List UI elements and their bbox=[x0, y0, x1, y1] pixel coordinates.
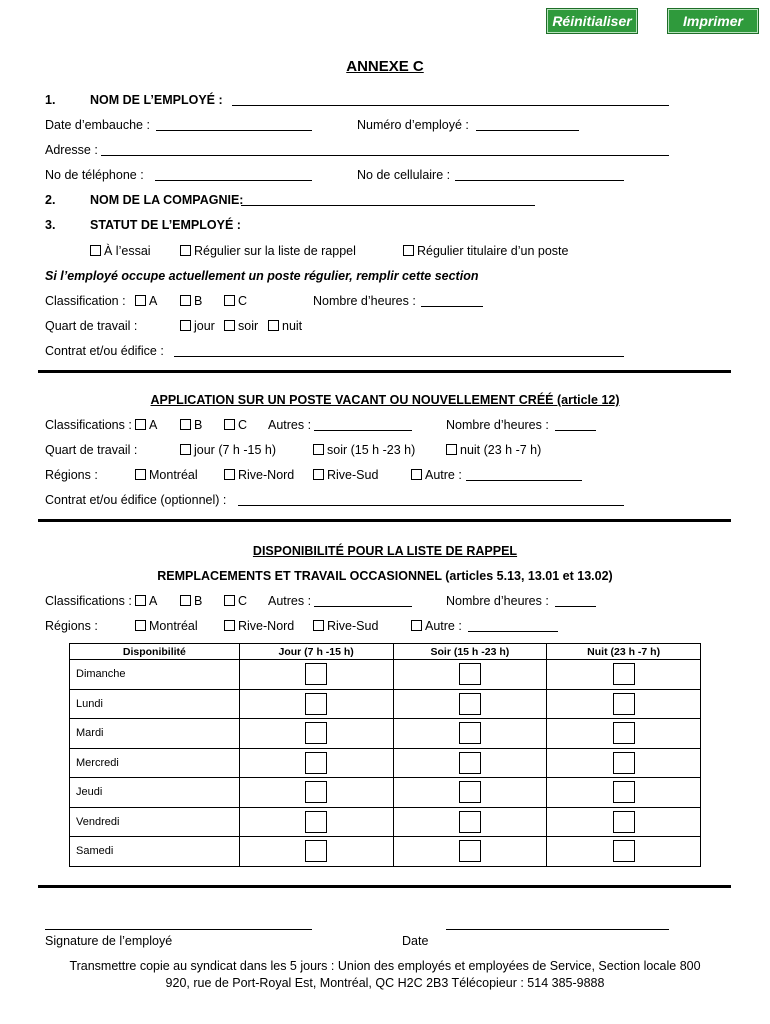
table-row bbox=[70, 660, 701, 690]
avail-regions-label: Régions : bbox=[45, 619, 98, 633]
checkbox-icon[interactable] bbox=[224, 320, 235, 331]
night-shift-checkbox[interactable] bbox=[613, 693, 635, 715]
company-name-field[interactable] bbox=[241, 193, 535, 209]
day-shift-checkbox[interactable] bbox=[305, 840, 327, 862]
avail-region-other-option[interactable]: Autre : bbox=[411, 619, 462, 633]
avail-region-montreal-option[interactable]: Montréal bbox=[135, 619, 198, 633]
checkbox-icon[interactable] bbox=[411, 469, 422, 480]
contract-field[interactable] bbox=[174, 344, 624, 360]
avail-others-field[interactable] bbox=[314, 594, 412, 610]
checkbox-icon[interactable] bbox=[135, 419, 146, 430]
hours-field[interactable] bbox=[421, 294, 483, 310]
footer-line-1: Transmettre copie au syndicat dans les 5 jours : Union des employés et employées de Service, Section locale 800 bbox=[69, 959, 701, 973]
status-trial-option[interactable]: À l’essai bbox=[90, 244, 151, 258]
date-label: Date bbox=[402, 934, 429, 948]
regular-position-note: Si l’employé occupe actuellement un poste régulier, remplir cette section bbox=[45, 269, 479, 283]
table-row bbox=[70, 748, 701, 778]
checkbox-icon[interactable] bbox=[313, 620, 324, 631]
class-c-option[interactable]: C bbox=[224, 294, 247, 308]
vacant-others-field[interactable] bbox=[314, 418, 412, 434]
checkbox-icon[interactable] bbox=[180, 444, 191, 455]
cell-label: No de cellulaire : bbox=[357, 168, 451, 182]
checkbox-icon[interactable] bbox=[446, 444, 457, 455]
day-shift-checkbox[interactable] bbox=[305, 811, 327, 833]
signature-label: Signature de l’employé bbox=[45, 934, 173, 948]
section-1-number: 1. bbox=[45, 93, 56, 107]
night-shift-checkbox[interactable] bbox=[613, 811, 635, 833]
signature-line[interactable] bbox=[45, 929, 312, 930]
day-shift-checkbox[interactable] bbox=[305, 722, 327, 744]
checkbox-icon[interactable] bbox=[313, 469, 324, 480]
avail-class-b-option[interactable]: B bbox=[180, 594, 202, 608]
reset-button[interactable]: Réinitialiser bbox=[546, 8, 638, 34]
day-shift-checkbox[interactable] bbox=[305, 752, 327, 774]
table-row bbox=[70, 689, 701, 719]
footer-line-2: 920, rue de Port-Royal Est, Montréal, QC H2C 2B3 Télécopieur : 514 385-9888 bbox=[165, 976, 605, 990]
hire-date-label: Date d’embauche : bbox=[45, 118, 150, 132]
avail-class-c-option[interactable]: C bbox=[224, 594, 247, 608]
header-evening-shift: Soir (15 h -23 h) bbox=[393, 644, 547, 660]
vacant-hours-field[interactable] bbox=[555, 418, 596, 434]
checkbox-icon[interactable] bbox=[180, 320, 191, 331]
vacant-region-other-option[interactable]: Autre : bbox=[411, 468, 462, 482]
night-shift-checkbox[interactable] bbox=[613, 840, 635, 862]
phone-label: No de téléphone : bbox=[45, 168, 144, 182]
night-shift-checkbox[interactable] bbox=[613, 781, 635, 803]
vacant-regions-label: Régions : bbox=[45, 468, 98, 482]
hire-date-field[interactable] bbox=[156, 118, 312, 134]
table-row bbox=[70, 719, 701, 749]
day-label: Dimanche bbox=[70, 660, 240, 690]
night-shift-checkbox[interactable] bbox=[613, 722, 635, 744]
avail-classifications-label: Classifications : bbox=[45, 594, 132, 608]
print-button[interactable]: Imprimer bbox=[667, 8, 759, 34]
evening-shift-checkbox[interactable] bbox=[459, 722, 481, 744]
section-divider bbox=[38, 885, 731, 888]
vacant-shift-night-option[interactable]: nuit (23 h -7 h) bbox=[446, 443, 541, 457]
day-shift-checkbox[interactable] bbox=[305, 663, 327, 685]
night-shift-checkbox[interactable] bbox=[613, 663, 635, 685]
day-shift-checkbox[interactable] bbox=[305, 781, 327, 803]
table-row bbox=[70, 778, 701, 808]
classification-label: Classification : bbox=[45, 294, 126, 308]
section-3-number: 3. bbox=[45, 218, 56, 232]
vacant-class-c-option[interactable]: C bbox=[224, 418, 247, 432]
avail-hours-field[interactable] bbox=[555, 594, 596, 610]
section-2-number: 2. bbox=[45, 193, 56, 207]
vacant-region-north-option[interactable]: Rive-Nord bbox=[224, 468, 294, 482]
evening-shift-checkbox[interactable] bbox=[459, 752, 481, 774]
phone-field[interactable] bbox=[155, 168, 312, 184]
address-label: Adresse : bbox=[45, 143, 98, 157]
checkbox-icon[interactable] bbox=[180, 245, 191, 256]
checkbox-icon[interactable] bbox=[403, 245, 414, 256]
day-label: Jeudi bbox=[70, 778, 240, 808]
status-recall-list-option[interactable]: Régulier sur la liste de rappel bbox=[180, 244, 356, 258]
checkbox-icon[interactable] bbox=[135, 295, 146, 306]
contract-label: Contrat et/ou édifice : bbox=[45, 344, 164, 358]
checkbox-icon[interactable] bbox=[411, 620, 422, 631]
checkbox-icon[interactable] bbox=[90, 245, 101, 256]
header-night-shift: Nuit (23 h -7 h) bbox=[547, 644, 701, 660]
shift-evening-option[interactable]: soir bbox=[224, 319, 258, 333]
vacant-shift-evening-option[interactable]: soir (15 h -23 h) bbox=[313, 443, 415, 457]
evening-shift-checkbox[interactable] bbox=[459, 663, 481, 685]
vacant-region-montreal-option[interactable]: Montréal bbox=[135, 468, 198, 482]
vacant-hours-label: Nombre d’heures : bbox=[446, 418, 549, 432]
checkbox-icon[interactable] bbox=[224, 620, 235, 631]
shift-day-option[interactable]: jour bbox=[180, 319, 215, 333]
company-name-label: NOM DE LA COMPAGNIE: bbox=[90, 193, 244, 207]
employee-number-label: Numéro d’employé : bbox=[357, 118, 469, 132]
page-title: ANNEXE C bbox=[346, 58, 424, 75]
evening-shift-checkbox[interactable] bbox=[459, 781, 481, 803]
day-label: Samedi bbox=[70, 837, 240, 867]
avail-region-south-option[interactable]: Rive-Sud bbox=[313, 619, 378, 633]
vacant-contract-label: Contrat et/ou édifice (optionnel) : bbox=[45, 493, 227, 507]
table-row bbox=[70, 807, 701, 837]
day-label: Vendredi bbox=[70, 807, 240, 837]
vacant-class-a-option[interactable]: A bbox=[135, 418, 157, 432]
checkbox-icon[interactable] bbox=[180, 295, 191, 306]
day-label: Lundi bbox=[70, 689, 240, 719]
cell-field[interactable] bbox=[455, 168, 624, 184]
header-availability: Disponibilité bbox=[70, 644, 240, 660]
checkbox-icon[interactable] bbox=[224, 469, 235, 480]
avail-region-north-option[interactable]: Rive-Nord bbox=[224, 619, 294, 633]
employee-name-label: NOM DE L’EMPLOYÉ : bbox=[90, 93, 223, 107]
vacant-shift-day-option[interactable]: jour (7 h -15 h) bbox=[180, 443, 276, 457]
availability-subheading: REMPLACEMENTS ET TRAVAIL OCCASIONNEL (articles 5.13, 13.01 et 13.02) bbox=[157, 569, 613, 583]
vacant-shift-label: Quart de travail : bbox=[45, 443, 138, 457]
shift-label: Quart de travail : bbox=[45, 319, 138, 333]
vacant-others-label: Autres : bbox=[268, 418, 312, 432]
evening-shift-checkbox[interactable] bbox=[459, 840, 481, 862]
checkbox-icon[interactable] bbox=[313, 444, 324, 455]
vacant-region-other-field[interactable] bbox=[466, 468, 582, 484]
vacant-region-south-option[interactable]: Rive-Sud bbox=[313, 468, 378, 482]
employee-number-field[interactable] bbox=[476, 118, 579, 134]
table-header-row bbox=[70, 644, 701, 660]
checkbox-icon[interactable] bbox=[268, 320, 279, 331]
checkbox-icon[interactable] bbox=[224, 295, 235, 306]
avail-others-label: Autres : bbox=[268, 594, 312, 608]
checkbox-icon[interactable] bbox=[180, 595, 191, 606]
employee-status-label: STATUT DE L’EMPLOYÉ : bbox=[90, 218, 241, 232]
shift-night-option[interactable]: nuit bbox=[268, 319, 302, 333]
employee-name-field[interactable] bbox=[232, 93, 669, 109]
avail-region-other-field[interactable] bbox=[468, 619, 558, 635]
hours-label: Nombre d’heures : bbox=[313, 294, 416, 308]
vacant-position-heading: APPLICATION SUR UN POSTE VACANT OU NOUVELLEMENT CRÉÉ (article 12) bbox=[150, 393, 620, 407]
checkbox-icon[interactable] bbox=[224, 595, 235, 606]
date-line[interactable] bbox=[446, 929, 669, 930]
avail-class-a-option[interactable]: A bbox=[135, 594, 157, 608]
checkbox-icon[interactable] bbox=[180, 419, 191, 430]
evening-shift-checkbox[interactable] bbox=[459, 811, 481, 833]
evening-shift-checkbox[interactable] bbox=[459, 693, 481, 715]
checkbox-icon[interactable] bbox=[135, 620, 146, 631]
vacant-classifications-label: Classifications : bbox=[45, 418, 132, 432]
vacant-class-b-option[interactable]: B bbox=[180, 418, 202, 432]
address-field[interactable] bbox=[101, 143, 669, 159]
night-shift-checkbox[interactable] bbox=[613, 752, 635, 774]
status-permanent-option[interactable]: Régulier titulaire d’un poste bbox=[403, 244, 568, 258]
header-day-shift: Jour (7 h -15 h) bbox=[239, 644, 393, 660]
avail-hours-label: Nombre d’heures : bbox=[446, 594, 549, 608]
section-divider bbox=[38, 519, 731, 522]
checkbox-icon[interactable] bbox=[135, 595, 146, 606]
day-label: Mercredi bbox=[70, 748, 240, 778]
day-label: Mardi bbox=[70, 719, 240, 749]
section-divider bbox=[38, 370, 731, 373]
availability-table bbox=[69, 643, 701, 867]
day-shift-checkbox[interactable] bbox=[305, 693, 327, 715]
table-row bbox=[70, 837, 701, 867]
class-b-option[interactable]: B bbox=[180, 294, 202, 308]
vacant-contract-field[interactable] bbox=[238, 493, 624, 509]
checkbox-icon[interactable] bbox=[224, 419, 235, 430]
checkbox-icon[interactable] bbox=[135, 469, 146, 480]
class-a-option[interactable]: A bbox=[135, 294, 157, 308]
availability-heading: DISPONIBILITÉ POUR LA LISTE DE RAPPEL bbox=[252, 544, 518, 558]
